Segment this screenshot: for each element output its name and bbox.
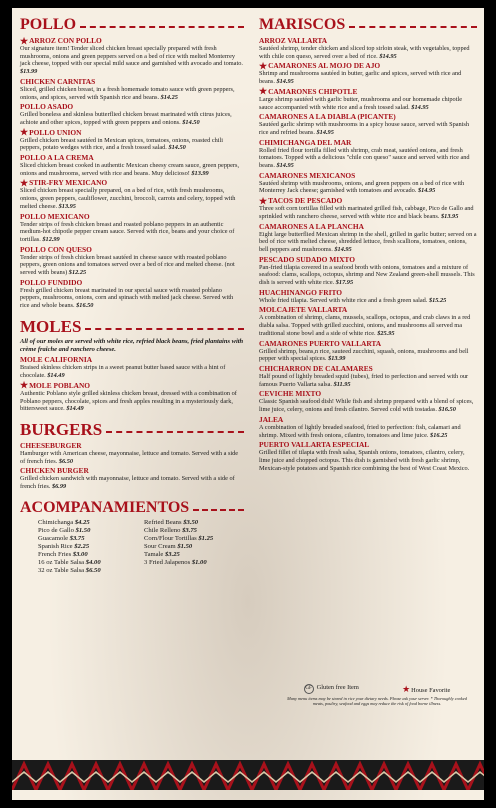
item-description-row — [259, 121, 477, 136]
item-description-row — [20, 364, 244, 379]
item-name-row — [259, 171, 477, 180]
side-name: Chile Relleno — [144, 526, 181, 534]
house-favorite-star-icon: ★ — [259, 86, 268, 97]
menu-item — [20, 102, 244, 126]
menu-item — [20, 381, 244, 413]
item-price: $16.50 — [438, 406, 456, 414]
menu-item — [259, 389, 477, 413]
item-description-row — [20, 450, 244, 465]
side-item — [38, 559, 138, 567]
item-description: Whole fried tilapia. Served with white rice and a fresh green salad. — [259, 296, 428, 304]
menu-item — [259, 112, 477, 136]
item-price: $14.25 — [160, 93, 178, 101]
side-item — [38, 535, 138, 543]
item-name-row — [20, 36, 244, 45]
item-name: PUERTO VALLARTA ESPECIAL — [259, 440, 370, 450]
section-title: POLLO — [20, 16, 77, 33]
item-description-row — [20, 187, 244, 210]
menu-item — [20, 178, 244, 210]
item-description: Our signature item! Tender sliced chicken breast specially prepared with fresh mushrooms, onions and green peppers served on a bed of rice with melted Monterrey jack cheese, topped with our special mild sauce and garnished with avocado and tomato. — [20, 45, 243, 68]
item-name-row — [20, 381, 244, 390]
item-description-row — [259, 373, 477, 388]
section-title: ACOMPANAMIENTOS — [20, 498, 190, 516]
item-description: A combination of shrimp, clams, mussels, scallops, octopus, and crab claws in a red diabla salsa. Topped with grilled zucchini, onions, and mushrooms all served ma traditional stone bowl and a side of white rice. — [259, 314, 471, 337]
side-price: $6.50 — [85, 566, 101, 574]
item-name: CHICHARRON DE CALAMARES — [259, 363, 373, 373]
item-name: CHIMICHANGA DEL MAR — [259, 137, 352, 147]
side-item — [38, 567, 138, 575]
side-name: Refried Beans — [144, 518, 182, 526]
gluten-legend — [304, 684, 359, 694]
section-moles-header — [20, 318, 244, 336]
item-name-row — [259, 389, 477, 398]
item-description: Pan-fried tilapia covered in a seafood broth with onions, tomatoes and a mixture of seafood: clams, scallops, octopus, shrimp and New Zealand green-shell mussels. This dish is served with white rice. — [259, 263, 475, 287]
item-price: $6.50 — [58, 457, 73, 465]
menu-item — [20, 153, 244, 177]
item-name-row — [259, 112, 477, 121]
gluten-legend-label: Gluten free Item — [316, 684, 359, 691]
side-item — [144, 527, 244, 535]
item-description-row — [20, 45, 244, 76]
side-price: $3.50 — [183, 518, 199, 526]
item-name: CHICKEN BURGER — [20, 466, 89, 476]
item-price: $14.49 — [47, 372, 65, 380]
section-mariscos-header — [259, 16, 477, 34]
item-name: CAMARONES PUERTO VALLARTA — [259, 338, 382, 348]
side-price: $1.25 — [198, 534, 214, 542]
item-description: Sautéed shrimp, tender chicken and sliced top sirloin steak, with vegetables, topped with chile con queso, served over a bed of rice. — [259, 45, 470, 60]
item-price: $15.25 — [428, 296, 447, 304]
item-description-row — [20, 137, 244, 152]
item-description: Large shrimp sautéed with garlic butter, mushrooms and our homemade chipotle sauce accompanied with white rice and a fresh tossed salad. — [259, 95, 463, 111]
side-price: $4.25 — [74, 518, 90, 526]
gluten-free-icon: GF — [304, 684, 314, 694]
item-description-row — [259, 96, 477, 111]
item-description: Grilled fillet of tilapia with fresh salsa, Spanish onions, tomatoes, cilantro, celery, lime juice and chopped octopus. This dish is garnished with fresh garlic shrimp, Mexican-style potatoes and Spanish rice combining the best of West Coast Mexico. — [259, 449, 470, 472]
item-price: $13.99 — [191, 169, 209, 177]
item-name: POLLO CON QUESO — [20, 244, 92, 254]
item-name-row — [259, 61, 477, 70]
item-name-row — [20, 466, 244, 475]
item-price: $14.95 — [379, 52, 397, 60]
side-item — [144, 543, 244, 551]
item-description: Authentic Poblano style grilled skinless chicken breast, dressed with a combination of Poblano peppers, chocolate, spices and fresh apples resulting in a mysteriously dark, bittersweet sauce. — [20, 389, 237, 413]
item-description-row — [259, 70, 477, 85]
item-price: $14.95 — [316, 128, 334, 136]
item-description-row — [259, 314, 477, 337]
menu-page — [12, 8, 484, 800]
item-description: Tender strips of fresh chicken breast sautéed in cheese sauce with roasted poblano peppers, green onions and tomatoes served over a bed of rice and melted cheese. (not served with beans) — [20, 253, 235, 277]
right-column — [259, 14, 477, 473]
item-description-row — [20, 390, 244, 413]
item-name-row — [20, 212, 244, 221]
item-name-row — [20, 355, 244, 364]
item-name-row — [259, 222, 477, 231]
menu-item — [20, 466, 244, 490]
menu-item — [20, 355, 244, 379]
item-name: TACOS DE PESCADO — [268, 196, 343, 206]
item-name: CAMARONES CHIPOTLE — [268, 86, 358, 96]
item-price: $13.95 — [441, 212, 459, 220]
side-name: Tamale — [144, 550, 164, 558]
section-title: BURGERS — [20, 419, 103, 439]
menu-item — [259, 196, 477, 220]
item-name: CHEESEBURGER — [20, 440, 82, 450]
item-name: MOLE POBLANO — [29, 380, 91, 390]
item-description: Sautéed garlic shrimp with mushrooms in a spicy house sauce, served with Spanish rice and refried beans. — [259, 121, 470, 136]
item-name-row — [20, 441, 244, 450]
side-name: 32 oz Table Salsa — [38, 566, 85, 574]
side-name: Guacamole — [38, 534, 69, 542]
item-price: $11.95 — [333, 380, 351, 388]
side-price: $1.50 — [177, 542, 193, 550]
item-name: POLLO A LA CREMA — [20, 153, 94, 163]
menu-item — [259, 364, 477, 388]
item-name-row — [20, 77, 244, 86]
item-description-row — [259, 147, 477, 170]
side-item — [144, 519, 244, 527]
item-description-row — [259, 348, 477, 363]
item-name: CEVICHE MIXTO — [259, 389, 322, 399]
item-description-row — [259, 398, 477, 413]
menu-item — [259, 440, 477, 472]
item-price: $12.25 — [68, 269, 87, 277]
menu-item — [259, 36, 477, 60]
item-price: $25.95 — [377, 329, 395, 337]
item-name: CAMARONES AL MOJO DE AJO — [268, 61, 381, 71]
side-price: $2.25 — [74, 542, 90, 550]
item-name-row — [259, 87, 477, 96]
item-description: Fresh grilled chicken breast marinated in our special sauce with roasted poblano peppers, mushrooms, onions, corn and spinach with melted jack cheese. Served with rice and whole beans. — [20, 286, 234, 310]
side-name: Chimichanga — [38, 518, 74, 526]
decorative-border — [12, 760, 484, 790]
menu-item — [20, 441, 244, 465]
item-description: Hamburger with American cheese, mayonnaise, lettuce and tomato. Served with a side of french fries. — [20, 449, 239, 465]
item-price: $12.99 — [42, 235, 60, 243]
side-price: $1.50 — [75, 526, 91, 534]
item-name: POLLO ASADO — [20, 102, 74, 112]
moles-note: All of our moles are served with white rice, refried black beans, fried plantains with crème fraîche and ranchero cheese. — [20, 337, 244, 353]
menu-item — [259, 171, 477, 195]
item-price: $17.95 — [335, 279, 354, 287]
house-favorite-star-icon: ★ — [259, 195, 268, 206]
item-name: CHICKEN CARNITAS — [20, 76, 96, 86]
menu-item — [20, 128, 244, 152]
sides-left — [38, 519, 138, 575]
section-title: MOLES — [20, 316, 82, 336]
dashed-divider — [80, 26, 244, 28]
item-name-row — [259, 364, 477, 373]
item-description-row — [259, 205, 477, 220]
item-description-row — [259, 180, 477, 195]
side-price: $3.25 — [164, 550, 180, 558]
item-description: Shrimp and mushrooms sautéed in butter, garlic and spices, served with rice and beans. — [259, 70, 462, 86]
item-name: CAMARONES A LA PLANCHA — [259, 221, 364, 231]
sides-right — [144, 519, 244, 575]
menu-item — [20, 245, 244, 277]
item-description-row — [20, 287, 244, 310]
item-name-row — [259, 305, 477, 314]
item-description-row — [259, 424, 477, 439]
item-description: Grilled boneless and skinless butterflied chicken breast marinated with citrus juices, achiote and other spices, topped with green peppers and onions. — [20, 111, 232, 126]
item-description-row — [20, 221, 244, 244]
item-description-row — [20, 254, 244, 277]
item-name: POLLO MEXICANO — [20, 211, 90, 221]
side-item — [38, 527, 138, 535]
moles-items — [20, 355, 244, 413]
item-name-row — [259, 138, 477, 147]
item-name-row — [259, 288, 477, 297]
house-favorite-star-icon: ★ — [20, 127, 29, 138]
menu-item — [259, 339, 477, 363]
disclaimer: Many menu items may be stored in rice your dietary needs. Please ask your server. * Thoroughly cooked meats, poultry, seafood and eggs may reduce the risk of food borne illness. — [287, 696, 467, 707]
sides-list — [20, 519, 244, 575]
item-description-row — [20, 86, 244, 101]
item-price: $14.95 — [334, 245, 352, 253]
item-name: CAMARONES A LA DIABLA (PICANTE) — [259, 112, 396, 122]
item-description: Three soft corn tortillas filled with marinated grilled fish, cabbage, Pico de Gallo and sprinkled with ranchero cheese, served with white rice and black beans. — [259, 205, 474, 220]
item-price: $16.25 — [430, 431, 448, 439]
house-favorite-star-icon: ★ — [20, 35, 29, 46]
item-description-row — [20, 111, 244, 126]
section-acomp-header — [20, 499, 244, 517]
menu-item — [20, 77, 244, 101]
item-name-row — [259, 36, 477, 45]
item-price: $14.95 — [276, 78, 294, 86]
item-name: POLLO FUNDIDO — [20, 277, 83, 287]
side-name: Corn/Flour Tortillas — [144, 534, 197, 542]
item-name-row — [259, 339, 477, 348]
item-description: Braised skinless chicken strips in a sweet peanut butter based sauce with a hint of chocolate. — [20, 364, 226, 380]
star-icon: ★ — [402, 683, 411, 694]
item-name-row — [20, 278, 244, 287]
item-name-row — [20, 102, 244, 111]
side-price: $4.00 — [85, 558, 101, 566]
item-name: MOLCAJETE VALLARTA — [259, 305, 348, 315]
item-name-row — [20, 178, 244, 187]
item-description: Eight large butterflied Mexican shrimp in the shell, grilled in garlic butter; served on a bed of rice with melted cheese, shredded lettuce, fresh scallions, tomatoes, onions, bell peppers and mushrooms. — [259, 230, 477, 253]
item-description-row — [20, 162, 244, 177]
side-name: Sour Cream — [144, 542, 176, 550]
side-name: French Fries — [38, 550, 72, 558]
side-item — [144, 535, 244, 543]
side-price: $3.75 — [69, 534, 85, 542]
side-item — [38, 543, 138, 551]
dashed-divider — [193, 509, 244, 511]
item-name-row — [20, 153, 244, 162]
side-item — [38, 519, 138, 527]
burgers-items — [20, 441, 244, 491]
item-name: JALEA — [259, 414, 284, 424]
menu-item — [259, 87, 477, 111]
item-description: Grilled chicken sandwich with mayonnaise, lettuce and tomato. Served with a side of french fries. — [20, 475, 235, 491]
house-favorite-star-icon: ★ — [20, 177, 29, 188]
menu-item — [20, 278, 244, 310]
dashed-divider — [106, 431, 244, 433]
side-item — [38, 551, 138, 559]
item-name: ARROZ CON POLLO — [29, 36, 102, 45]
menu-item — [259, 222, 477, 254]
house-favorite-star-icon: ★ — [20, 380, 29, 391]
side-item — [144, 559, 244, 567]
menu-item — [259, 61, 477, 85]
menu-item — [259, 415, 477, 439]
item-description: A combination of lightly breaded seafood, fried to perfection: fish, calamari and shrimp. Mixed with fresh onions, cilantro, tomatoes and lime juice. — [259, 423, 461, 439]
item-description: Sautéed shrimp with mushrooms, onions, and green peppers on a bed of rice with Monterrey Jack cheese; garnished with tomatoes and avocado. — [259, 179, 465, 195]
item-name-row — [259, 440, 477, 449]
item-description: Sliced chicken breast specially prepared, on a bed of rice, with fresh mushrooms, onions, green peppers, cauliflower, zucchini, broccoli, carrots and celery, topped with melted cheese. — [20, 187, 236, 210]
item-description: Rolled fried flour tortilla filled with shrimp, crab meat, sautéed onions, and fresh tomatoes. Topped with a delicious "chile con queso" sauce and served with rice and beans. — [259, 146, 470, 170]
item-name-row — [259, 255, 477, 264]
item-price: $14.50 — [168, 144, 186, 152]
item-description-row — [259, 45, 477, 60]
item-name-row — [259, 196, 477, 205]
menu-item — [259, 305, 477, 337]
item-name: ARROZ VALLARTA — [259, 36, 328, 45]
legend — [282, 684, 472, 706]
item-name-row — [20, 245, 244, 254]
item-description-row — [259, 449, 477, 472]
item-name: CAMARONES MEXICANOS — [259, 170, 356, 180]
pollo-items — [20, 36, 244, 310]
item-description: Grilled shrimp, beans,n rice, sauteed zucchini, squash, onions, mushrooms and bell pepper with special spices. — [259, 347, 469, 363]
side-name: 3 Fried Jalapenos — [144, 558, 191, 566]
side-name: 16 oz Table Salsa — [38, 558, 85, 566]
side-item — [144, 551, 244, 559]
item-price: $16.50 — [76, 302, 94, 310]
section-pollo-header — [20, 16, 244, 34]
item-name-row — [259, 415, 477, 424]
menu-item — [20, 36, 244, 76]
house-legend — [402, 685, 450, 694]
house-favorite-star-icon: ★ — [259, 60, 268, 71]
side-price: $3.00 — [72, 550, 88, 558]
item-description: Tender strips of fresh chicken breast and roasted poblano peppers in an authentic medium-hot chipotle pepper cream sauce. Served with rice, beans and your choice of tortillas. — [20, 220, 235, 243]
item-description: Sliced, grilled chicken breast, in a fresh homemade tomato sauce with green peppers, onions, and spices, served with Spanish rice and beans. — [20, 85, 235, 101]
item-name: STIR-FRY MEXICANO — [29, 178, 108, 188]
item-price: $14.49 — [66, 405, 84, 413]
item-name: HUACHINANGO FRITO — [259, 287, 343, 297]
side-name: Pico de Gallo — [38, 526, 74, 534]
item-description: Half pound of lightly breaded squid (tubes), fried to perfection and served with our famous Puerto Vallarta salsa. — [259, 372, 469, 388]
item-description: Sliced chicken breast cooked in authentic Mexican cheesy cream sauce, green peppers, onions and mushrooms, served with rice and beans. Muy delicioso! — [20, 162, 240, 177]
item-price: $14.95 — [276, 162, 294, 170]
item-name: POLLO UNION — [29, 127, 82, 137]
item-price: $13.99 — [328, 355, 346, 363]
item-description-row — [259, 297, 477, 305]
section-title: MARISCOS — [259, 16, 346, 33]
zigzag-pattern — [12, 760, 484, 790]
item-description-row — [259, 264, 477, 287]
side-name: Spanish Rice — [38, 542, 73, 550]
menu-item — [259, 138, 477, 170]
menu-item — [259, 255, 477, 287]
side-price: $3.75 — [182, 526, 197, 534]
left-column — [20, 14, 244, 575]
side-price: $1.00 — [191, 558, 207, 566]
item-name-row — [20, 128, 244, 137]
item-price: $13.95 — [58, 202, 76, 210]
menu-item — [259, 288, 477, 305]
item-price: $14.95 — [411, 103, 429, 111]
item-price: $6.99 — [52, 483, 67, 491]
section-burgers-header — [20, 421, 244, 439]
item-price: $13.99 — [20, 68, 38, 76]
item-description: Grilled chicken breast sautéed in Mexican spices, tomatoes, onions, roasted chili peppers, potato wedges with rice, and a fresh tossed salad. — [20, 136, 224, 152]
menu-item — [20, 212, 244, 244]
item-price: $14.50 — [182, 118, 200, 126]
item-description-row — [259, 231, 477, 254]
house-legend-label: House Favorite — [411, 686, 451, 694]
item-name: MOLE CALIFORNIA — [20, 355, 93, 365]
mariscos-items — [259, 36, 477, 472]
item-price: $14.95 — [417, 187, 436, 195]
dashed-divider — [349, 26, 477, 28]
item-name: PESCADO SUDADO MIXTO — [259, 254, 355, 264]
dashed-divider — [85, 328, 244, 330]
item-description: Classic Spanish seafood dish! While fish and shrimp prepared with a blend of spices, lime juice, celery, onions and fresh cilantro. Served cold with tostadas. — [259, 398, 474, 414]
item-description-row — [20, 475, 244, 490]
